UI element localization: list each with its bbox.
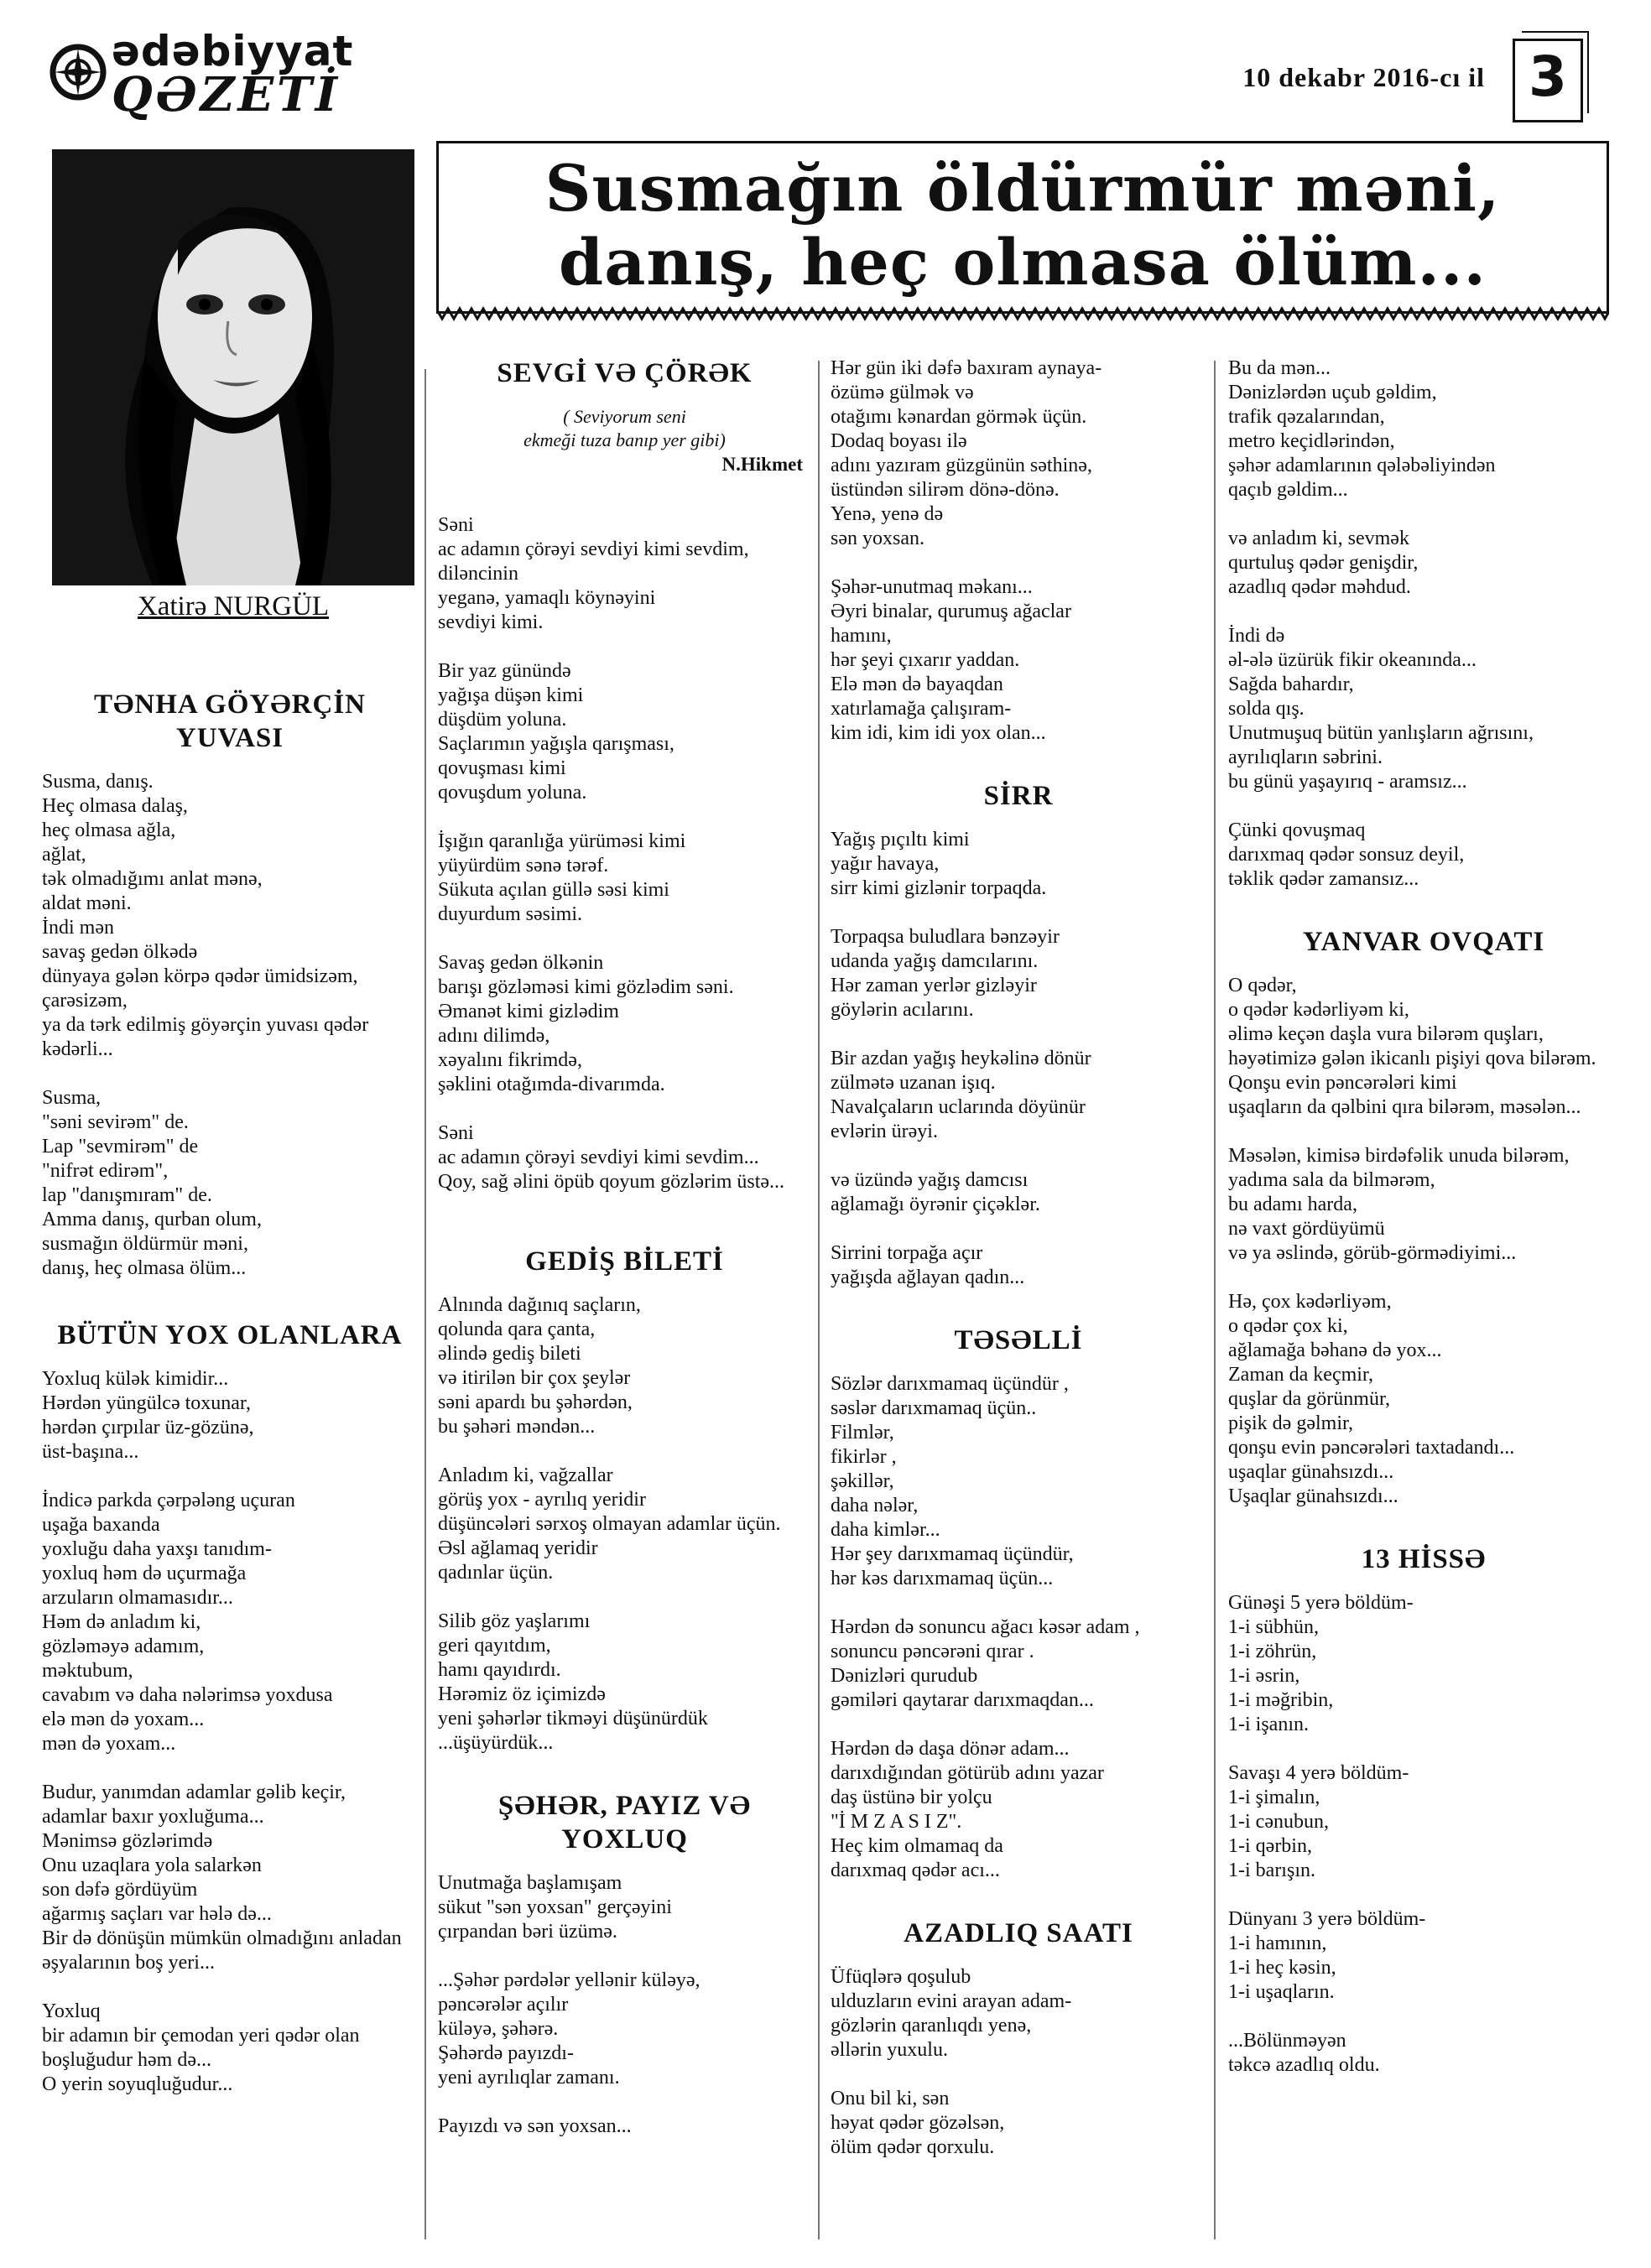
poem <box>831 356 1206 746</box>
stanza: və anladım ki, sevmək qurtuluş qədər genişdir, azadlıq qədər məhdud. <box>1228 528 1419 598</box>
newspaper-logo[interactable] <box>46 23 354 122</box>
poem-title: SİRR <box>983 781 1054 811</box>
stanza: O qədər, o qədər kədərliyəm ki, əlimə keçən daşla vura bilərəm quşları, həyətimizə gələn ikicanlı pişiyi qova bilərəm. Qonşu evin pəncərələri kimi uşaqların da qəlbini qıra bilərəm, məsələn... <box>1228 975 1596 1118</box>
stanza: Susma, danış. Heç olmasa dalaş, heç olmasa ağla, ağlat, tək olmadığımı anlat mənə, aldat məni. İndi mən savaş gedən ölkədə dünyaya gələn körpə qədər ümidsizəm, çarəsizəm, ya da tərk edilmiş göyərçin yuvası qədər kədərli... <box>42 771 369 1060</box>
stanza: Yoxluq külək kimidir... Hərdən yüngülcə toxunar, hərdən çırpılar üz-gözünə, üst-başına... <box>42 1368 254 1463</box>
stanza: Torpaqsa buludlara bənzəyir udanda yağış damcılarını. Hər zaman yerlər gizləyir göylərin acılarını. <box>831 926 1060 1021</box>
poem <box>438 356 811 1194</box>
stanza: Budur, yanımdan adamlar gəlib keçir, adamlar baxır yoxluğuma... Mənimsə gözlərimdə Onu uzaqlara yola salarkən son dəfə gördüyüm ağarmış saçları var hələ də... Bir də dönüşün mümkün olmadığını anladan əşyalarının boş yeri... <box>42 1782 402 1974</box>
stanza: Savaşı 4 yerə böldüm- 1-i şimalın, 1-i cənubun, 1-i qərbin, 1-i barışın. <box>1228 1762 1409 1881</box>
poem <box>438 1789 811 2139</box>
poem-title: BÜTÜN YOX OLANLARA <box>57 1320 403 1350</box>
column-divider <box>424 369 426 2239</box>
stanza: Üfüqlərə qoşulub ulduzların evini arayan adam- gözlərin qaranlıqdı yenə, əllərin yuxulu. <box>831 1966 1072 2061</box>
poem-title: 13 HİSSƏ <box>1361 1544 1487 1574</box>
poem-title: AZADLIQ SAATI <box>904 1918 1133 1948</box>
stanza: Hərdən də sonuncu ağacı kəsər adam , sonuncu pəncərəni qırar . Dənizləri qurudub gəmiləri qaytarar darıxmaqdan... <box>831 1616 1140 1711</box>
logo-bottom-text: QƏZETİ <box>112 67 341 122</box>
poem <box>42 1319 418 2097</box>
poem-title: TƏSƏLLİ <box>954 1325 1083 1355</box>
epigraph: ( Seviyorum seni ekmeği tuza banıp yer gibi) <box>523 406 726 450</box>
headline-banner <box>436 141 1611 330</box>
column-2 <box>438 356 811 2139</box>
stanza: Onu bil ki, sən həyat qədər gözəlsən, ölüm qədər qorxulu. <box>831 2088 1005 2158</box>
poem <box>438 1245 811 1756</box>
stanza: Alnında dağınıq saçların, qolunda qara çanta, əlində gediş bileti və itirilən bir çox şeylər səni apardı bu şəhərdən, bu şəhəri məndən... <box>438 1294 641 1438</box>
poem <box>1228 925 1619 1509</box>
poem-title: YANVAR OVQATI <box>1302 927 1545 957</box>
poem <box>42 688 418 1281</box>
stanza: Şəhər-unutmaq məkanı... Əyri binalar, qurumuş ağaclar hamını, hər şeyi çıxarır yaddan. Elə mən də bayaqdan xatırlamağa çalışıram- kim idi, kim idi yox olan... <box>831 576 1071 744</box>
stanza: Anladım ki, vağzallar görüş yox - ayrılıq yeridir düşüncələri sərxoş olmayan adamlar üçün. Əsl ağlamaq yeridir qadınlar üçün. <box>438 1464 781 1584</box>
author-name: Xatirə NURGÜL <box>137 591 330 622</box>
stanza: İndi də əl-ələ üzürük fikir okeanında... Sağda bahardır, solda qış. Unutmuşuq bütün yanlışların ağrısını, ayrılıqların səbrini. bu günü yaşayırıq - aramsız... <box>1228 625 1534 793</box>
issue-date: 10 dekabr 2016-cı il <box>1242 62 1485 92</box>
poem <box>1228 1542 1619 2078</box>
logo-top-text: ədəbiyyat <box>112 27 354 75</box>
stanza: Dünyanı 3 yerə böldüm- 1-i hamının, 1-i heç kəsin, 1-i uşaqların. <box>1228 1908 1426 2003</box>
stanza: və üzündə yağış damcısı ağlamağı öyrənir çiçəklər. <box>831 1169 1040 1215</box>
column-divider <box>1214 361 1216 2239</box>
poem-title: ŞƏHƏR, PAYIZ VƏ YOXLUQ <box>497 1791 752 1854</box>
column-divider <box>818 361 820 2239</box>
stanza: Hərdən də daşa dönər adam... darıxdığından götürüb adını yazar daş üstünə bir yolçu "İ M Z A S I Z". Heç kim olmamaq da darıxmaq qədər acı... <box>831 1738 1104 1881</box>
poem <box>1228 356 1619 892</box>
stanza: Susma, "səni sevirəm" de. Lap "sevmirəm" de "nifrət edirəm", lap "danışmıram" de. Amma danış, qurban olum, susmağın öldürmür məni, danış, heç olmasa ölüm... <box>42 1087 262 1279</box>
stanza: Yağış pıçıltı kimi yağır havaya, sirr kimi gizlənir torpaqda. <box>831 829 1047 899</box>
stanza: Hə, çox kədərliyəm, o qədər çox ki, ağlamağa bəhanə də yox... Zaman da keçmir, quşlar da görünmür, pişik də gəlmir, qonşu evin pəncərələri taxtadandı... uşaqlar günahsızdı... Uşaqlar günahsızdı... <box>1228 1291 1515 1507</box>
stanza: Hər gün iki dəfə baxıram aynaya- özümə gülmək və otağımı kənardan görmək üçün. Dodaq boyası ilə adını yazıram güzgünün səthinə, üstündən silirəm dönə-dönə. Yenə, yenə də sən yoxsan. <box>831 357 1102 549</box>
stanza: Səni ac adamın çörəyi sevdiyi kimi sevdim, diləncinin yeganə, yamaqlı köynəyini sevdiyi kimi. <box>438 514 749 633</box>
stanza: Yoxluq bir adamın bir çemodan yeri qədər olan boşluğudur həm də... O yerin soyuqluğudur... <box>42 2000 360 2095</box>
stanza: Çünki qovuşmaq darıxmaq qədər sonsuz deyil, təklik qədər zamansız... <box>1228 819 1465 890</box>
stanza: Bir yaz günündə yağışa düşən kimi düşdüm yoluna. Saçlarımın yağışla qarışması, qovuşması kimi qovuşdum yoluna. <box>438 660 674 804</box>
stanza: İşığın qaranlığa yürüməsi kimi yüyürdüm sənə tərəf. Sükuta açılan güllə səsi kimi duyurdum səsimi. <box>438 830 686 925</box>
stanza: ...Bölünməyən təkcə azadlıq oldu. <box>1228 2030 1380 2076</box>
stanza: Bu da mən... Dənizlərdən uçub gəldim, trafik qəzalarından, metro keçidlərindən, şəhər adamlarının qələbəliyindən qaçıb gəldim... <box>1228 357 1496 501</box>
headline-line-2: danış, heç olmasa ölüm... <box>559 225 1487 299</box>
headline-line-1: Susmağın öldürmür məni, <box>544 151 1501 226</box>
author-photo <box>52 149 414 585</box>
page-number-box <box>1513 39 1583 122</box>
stanza: Savaş gedən ölkənin barışı gözləməsi kimi gözlədim səni. Əmanət kimi gizlədim adını dilimdə, xəyalını fikrimdə, şəklini otağımda-divarımda. <box>438 952 734 1095</box>
column-1 <box>42 688 418 2097</box>
stanza: Bir azdan yağış heykəlinə dönür zülmətə uzanan işıq. Navalçaların uclarında döyünür evlərin ürəyi. <box>831 1048 1091 1142</box>
stanza: Günəşi 5 yerə böldüm- 1-i sübhün, 1-i zöhrün, 1-i əsrin, 1-i məğribin, 1-i işanın. <box>1228 1592 1414 1735</box>
portrait-image <box>52 149 414 585</box>
stanza: Səni ac adamın çörəyi sevdiyi kimi sevdim... Qoy, sağ əlini öpüb qoyum gözlərim üstə... <box>438 1122 785 1193</box>
stanza: Unutmağa başlamışam sükut "sən yoxsan" gerçəyini çırpandan bəri üzümə. <box>438 1872 672 1943</box>
poem <box>831 1324 1206 1883</box>
stanza: Silib göz yaşlarımı geri qayıtdım, hamı qayıdırdı. Hərəmiz öz içimizdə yeni şəhərlər tikməyi düşünürdük ...üşüyürdük... <box>438 1610 708 1754</box>
stanza: Sözlər darıxmamaq üçündür , səslər darıxmamaq üçün.. Filmlər, fikirlər , şəkillər, daha nələr, daha kimlər... Hər şey darıxmamaq üçündür, hər kəs darıxmamaq üçün... <box>831 1373 1074 1589</box>
stanza: Məsələn, kimisə birdəfəlik unuda bilərəm, yadıma sala da bilmərəm, bu adamı harda, nə vaxt gördüyümü və ya əslində, görüb-görmədiyimi... <box>1228 1145 1570 1264</box>
zigzag-border-ornament <box>436 300 1609 325</box>
stanza: ...Şəhər pərdələr yellənir küləyə, pəncərələr açılır küləyə, şəhərə. Şəhərdə payızdı- yeni ayrılıqlar zamanı. <box>438 1969 701 2089</box>
logo-emblem-icon <box>46 40 110 104</box>
stanza: Payızdı və sən yoxsan... <box>438 2115 632 2137</box>
poem-title: GEDİŞ BİLETİ <box>525 1246 724 1277</box>
poem <box>831 779 1206 1290</box>
column-3 <box>831 356 1206 2160</box>
epigraph-author: N.Hikmet <box>721 454 803 475</box>
poem-title: TƏNHA GÖYƏRÇİN YUVASI <box>93 689 367 753</box>
stanza: Sirrini torpağa açır yağışda ağlayan qadın... <box>831 1242 1025 1288</box>
masthead <box>46 23 1607 124</box>
poem <box>831 1917 1206 2160</box>
column-4 <box>1228 356 1619 2078</box>
page-number: 3 <box>1529 44 1567 109</box>
poem-title: SEVGİ VƏ ÇÖRƏK <box>497 358 753 388</box>
stanza: İndicə parkda çərpələng uçuran uşağa baxanda yoxluğu daha yaxşı tanıdım- yoxluq həm də uçurmağa arzuların olmamasıdır... Həm də anladım ki, gözləməyə adamım, məktubum, cavabım və daha nələrimsə yoxdusa elə mən də yoxam... mən də yoxam... <box>42 1490 333 1755</box>
